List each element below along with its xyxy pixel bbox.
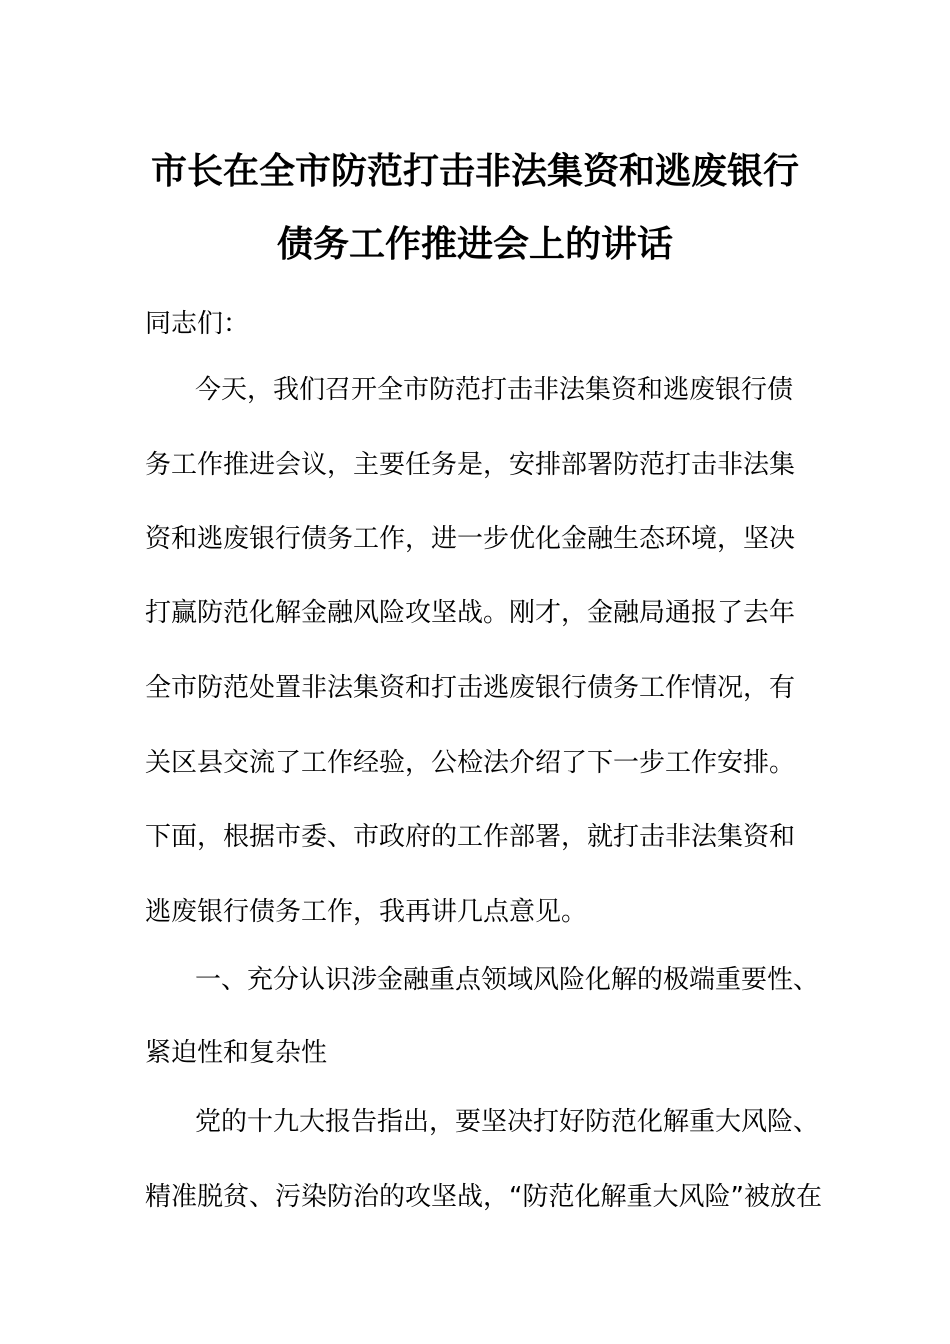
salutation: 同志们： <box>145 309 250 339</box>
paragraph-1-line: 全市防范处置非法集资和打击逃废银行债务工作情况，有 <box>145 673 796 703</box>
paragraph-1-line: 务工作推进会议，主要任务是，安排部署防范打击非法集 <box>145 450 796 480</box>
paragraph-2-line: 精准脱贫、污染防治的攻坚战，“防范化解重大风险”被放在 <box>145 1182 822 1212</box>
paragraph-1-line: 今天，我们召开全市防范打击非法集资和逃废银行债 <box>195 375 794 405</box>
paragraph-1-line: 资和逃废银行债务工作，进一步优化金融生态环境，坚决 <box>145 524 796 554</box>
document-title-line-1: 市长在全市防范打击非法集资和逃废银行 <box>150 151 799 192</box>
paragraph-1-line: 下面，根据市委、市政府的工作部署，就打击非法集资和 <box>145 822 796 852</box>
paragraph-1-line: 逃废银行债务工作，我再讲几点意见。 <box>145 897 588 927</box>
paragraph-1-line: 打赢防范化解金融风险攻坚战。刚才，金融局通报了去年 <box>145 598 796 628</box>
document-title-line-2: 债务工作推进会上的讲话 <box>276 224 673 265</box>
section-heading-line: 紧迫性和复杂性 <box>145 1038 328 1068</box>
paragraph-2-line: 党的十九大报告指出，要坚决打好防范化解重大风险、 <box>195 1107 820 1137</box>
paragraph-1-line: 关区县交流了工作经验，公检法介绍了下一步工作安排。 <box>145 748 796 778</box>
section-heading-line: 一、充分认识涉金融重点领域风险化解的极端重要性、 <box>195 965 820 995</box>
